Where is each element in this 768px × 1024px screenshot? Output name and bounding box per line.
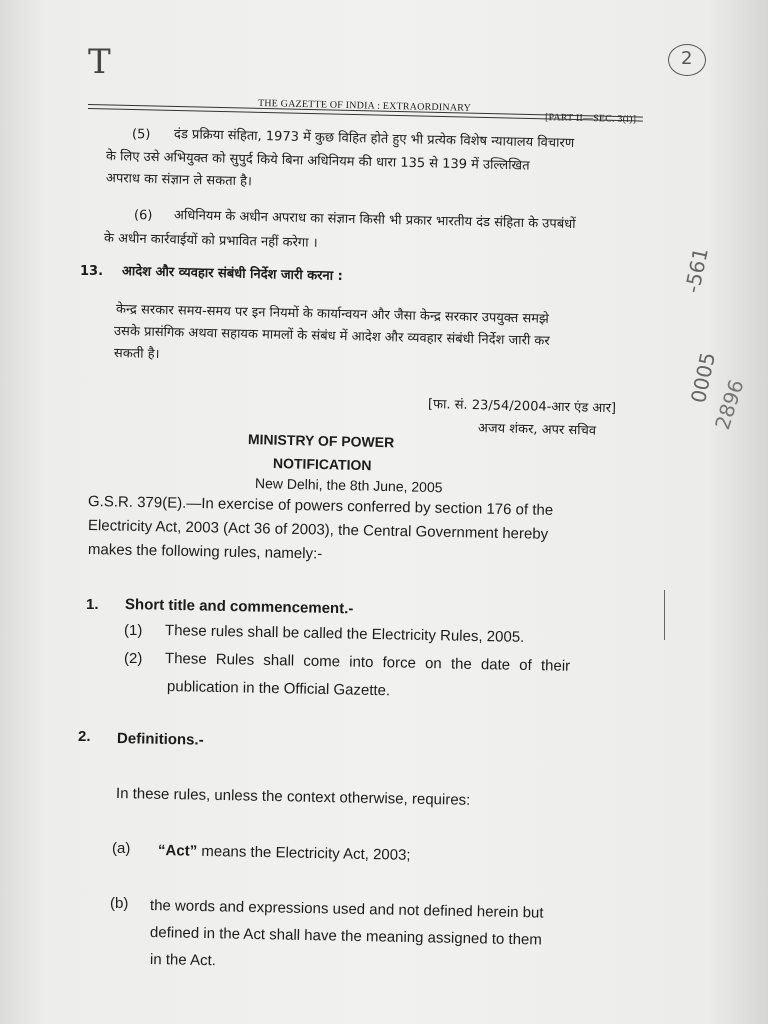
- rule-b-number: (b): [110, 895, 129, 912]
- para-5-number: (5): [131, 127, 151, 143]
- file-reference: [फा. सं. 23/54/2004-आर एंड आर]: [427, 397, 617, 417]
- section-13-title: आदेश और व्यवहार संबंधी निर्देश जारी करना :: [121, 264, 343, 285]
- notification-intro-line: Electricity Act, 2003 (Act 36 of 2003), the Central Government hereby: [87, 517, 549, 543]
- rule-1-title: Short title and commencement.-: [124, 596, 354, 618]
- rule-a-term: “Act”: [157, 842, 198, 860]
- para-6-number: (6): [133, 208, 153, 224]
- margin-mark: T: [88, 42, 111, 82]
- notification-intro-line: makes the following rules, namely:-: [87, 541, 323, 563]
- handwritten-note: 2896: [710, 376, 749, 433]
- rule-a-definition: means the Electricity Act, 2003;: [197, 842, 411, 864]
- handwritten-note: -561: [680, 245, 713, 295]
- para-5-line: अपराध का संज्ञान ले सकता है।: [105, 171, 253, 190]
- rule-1-2-line: publication in the Official Gazette.: [166, 678, 391, 700]
- rule-b-line: the words and expressions used and not defined herein but: [149, 897, 544, 922]
- rule-1-1-text: These rules shall be called the Electricity Rules, 2005.: [164, 622, 525, 646]
- para-6-line: अधिनियम के अधीन अपराध का संज्ञान किसी भी प्रकार भारतीय दंड संहिता के उपबंधों: [173, 208, 576, 233]
- notification-intro-line: G.S.R. 379(E).—In exercise of powers conferred by section 176 of the: [87, 493, 554, 519]
- ministry-title: MINISTRY OF POWER: [247, 431, 395, 451]
- rule-2-number: 2.: [78, 728, 91, 745]
- rule-b-line: defined in the Act shall have the meaning assigned to them: [149, 924, 543, 949]
- section-13-number: 13.: [80, 264, 104, 279]
- para-5-line: के लिए उसे अभियुक्त को सुपुर्द किये बिना अधिनियम की धारा 135 से 139 में उल्लिखित: [105, 149, 530, 174]
- handwritten-notes: [660, 245, 760, 470]
- rule-b-line: in the Act.: [149, 951, 217, 970]
- notification-title: NOTIFICATION: [272, 455, 372, 474]
- handwritten-note: 0005: [686, 350, 721, 405]
- para-5-line: दंड प्रक्रिया संहिता, 1973 में कुछ विहित होते हुए भी प्रत्येक विशेष न्यायालय विचारण: [173, 127, 575, 152]
- gazette-header-part: [PART II—SEC. 3(i)]: [544, 112, 637, 126]
- rule-1-number: 1.: [86, 596, 99, 613]
- signatory: अजय शंकर, अपर सचिव: [477, 421, 597, 439]
- notification-dateline: New Delhi, the 8th June, 2005: [254, 475, 443, 496]
- para-6-line: के अधीन कार्रवाईयों को प्रभावित नहीं करेगा ।: [103, 231, 318, 251]
- rule-a-text: [158, 842, 411, 864]
- gazette-header-title: THE GAZETTE OF INDIA : EXTRAORDINARY: [257, 98, 472, 114]
- pen-mark: [664, 590, 665, 640]
- page-number: 2: [681, 48, 693, 69]
- rule-1-1-number: (1): [124, 622, 143, 639]
- rule-a-number: (a): [112, 840, 131, 857]
- rule-2-intro: In these rules, unless the context otherwise, requires:: [115, 785, 471, 809]
- rule-2-title: Definitions.-: [116, 730, 204, 749]
- rule-1-2-line: These Rules shall come into force on the date of their: [164, 650, 571, 675]
- section-13-line: उसके प्रासंगिक अथवा सहायक मामलों के संबंध में आदेश और व्यवहार संबंधी निर्देश जारी कर: [113, 324, 550, 349]
- section-13-line: केन्द्र सरकार समय-समय पर इन नियमों के कार्यान्वयन और जैसा केन्द्र सरकार उपयुक्त समझे: [115, 302, 549, 327]
- section-13-line: सकती है।: [113, 346, 160, 363]
- rule-1-2-number: (2): [124, 650, 143, 667]
